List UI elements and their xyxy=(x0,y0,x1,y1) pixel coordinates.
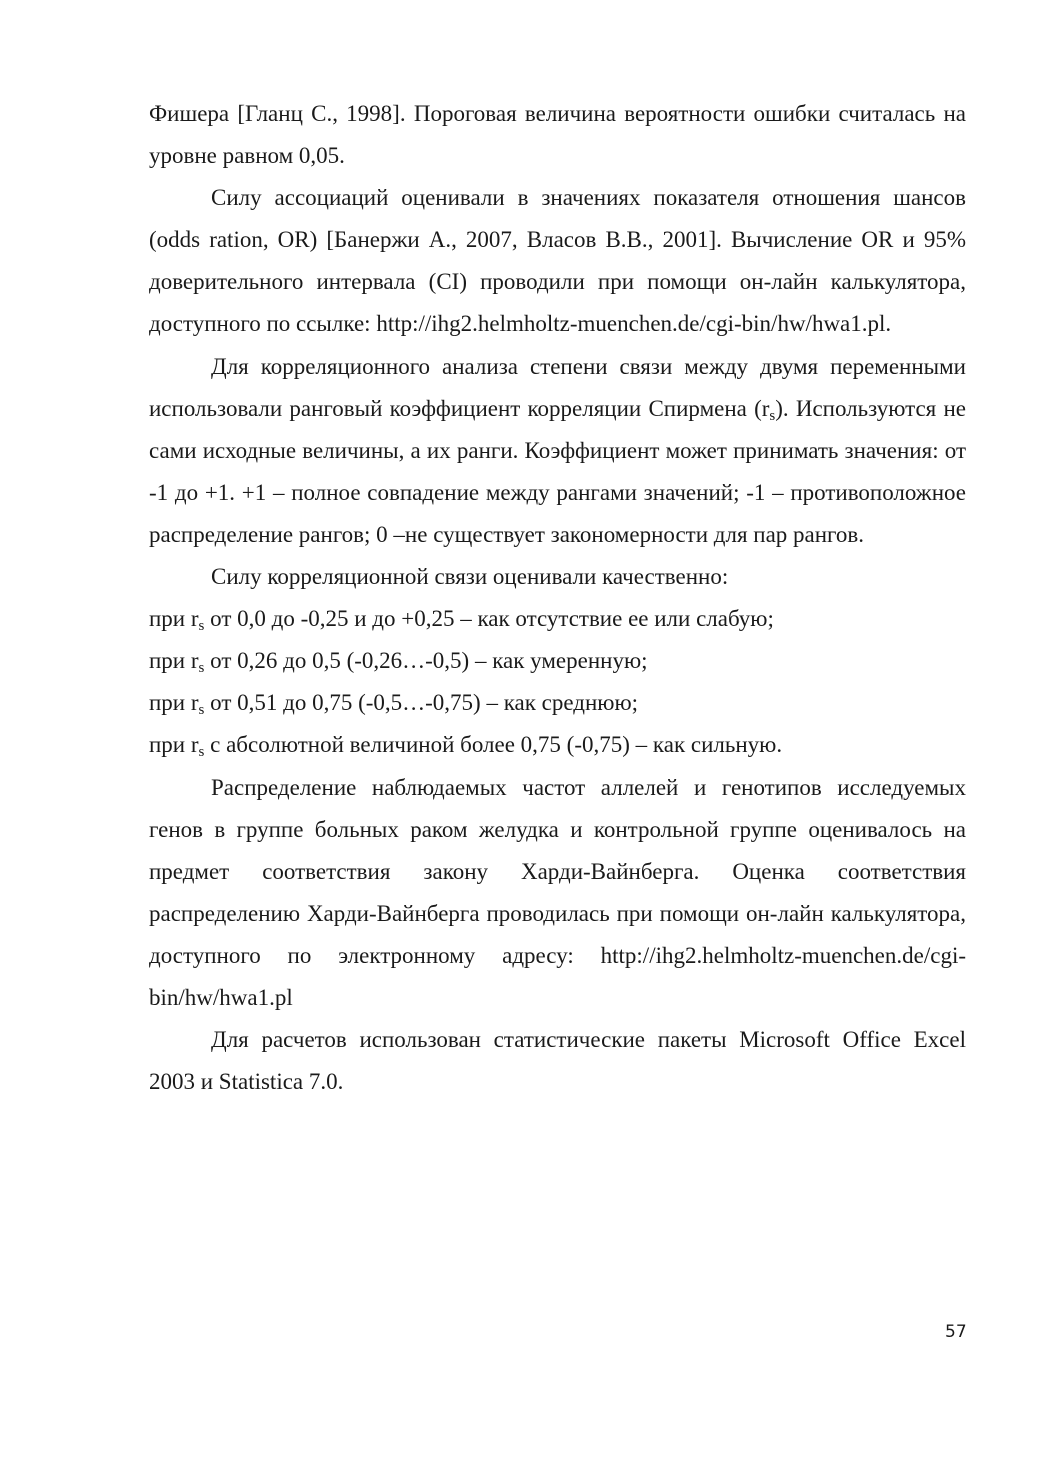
list-item-prefix: при r xyxy=(149,732,199,758)
list-item-text: от 0,0 до -0,25 и до +0,25 – как отсутствие ее или слабую; xyxy=(204,606,774,632)
list-item-subscript: s xyxy=(198,660,205,677)
paragraph-software: Для расчетов использован статистические пакеты Microsoft Office Excel 2003 и Statistica 7.0. xyxy=(149,1027,966,1095)
spearman-text-after: ). Используются не сами исходные величины, а их ранги. Коэффициент может принимать значения: от -1 до +1. +1 – полное совпадение между рангами значений; -1 – противоположное распределение рангов; 0 –не существует закономерности для пар рангов. xyxy=(149,395,966,547)
list-item-medium xyxy=(149,682,966,724)
list-item-weak xyxy=(149,598,966,640)
list-item-strong xyxy=(149,724,966,766)
paragraph-spearman xyxy=(149,346,966,556)
spearman-subscript: s xyxy=(769,407,776,424)
list-item-prefix: при r xyxy=(149,606,199,632)
list-item-moderate xyxy=(149,640,966,682)
list-item-subscript: s xyxy=(198,618,205,635)
spearman-text-before: Для корреляционного анализа степени связи между двумя переменными использовали ранговый коэффициент корреляции Спирмена (r xyxy=(149,353,966,421)
paragraph-odds-ratio: Силу ассоциаций оценивали в значениях показателя отношения шансов (odds ration, OR) [Банержи А., 2007, Власов В.В., 2001]. Вычисление OR и 95% доверительного интервала (CI) проводили при помощи он-лайн калькулятора, доступного по ссылке: http://ihg2.helmholtz-muenchen.de/cgi-bin/hw/hwa1.pl. xyxy=(149,185,966,337)
body-text xyxy=(149,93,966,1103)
paragraph-fisher-threshold: Фишера [Гланц С., 1998]. Пороговая величина вероятности ошибки считалась на уровне равном 0,05. xyxy=(149,101,966,169)
page-number: 57 xyxy=(945,1322,967,1342)
list-item-subscript: s xyxy=(198,744,205,761)
list-item-prefix: при r xyxy=(149,690,199,716)
paragraph-hardy-weinberg: Распределение наблюдаемых частот аллелей и генотипов исследуемых генов в группе больных раком желудка и контрольной группе оценивалось на предмет соответствия закону Харди-Вайнберга. Оценка соответствия распределению Харди-Вайнберга проводилась при помощи он-лайн калькулятора, доступного по электронному адресу: http://ihg2.helmholtz-muenchen.de/cgi-bin/hw/hwa1.pl xyxy=(149,774,966,1010)
list-item-text: от 0,51 до 0,75 (-0,5…-0,75) – как среднюю; xyxy=(204,690,639,716)
list-item-text: с абсолютной величиной более 0,75 (-0,75) – как сильную. xyxy=(204,732,783,758)
list-item-prefix: при r xyxy=(149,648,199,674)
list-item-subscript: s xyxy=(198,702,205,719)
list-item-text: от 0,26 до 0,5 (-0,26…-0,5) – как умеренную; xyxy=(204,648,648,674)
paragraph-correlation-strength: Силу корреляционной связи оценивали качественно: xyxy=(211,564,729,590)
